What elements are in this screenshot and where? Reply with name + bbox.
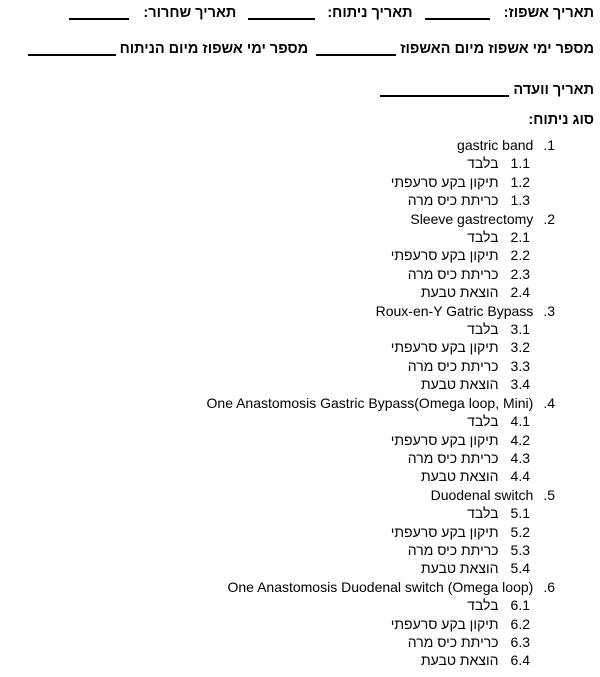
item-number: 1. bbox=[543, 137, 555, 153]
subitem-label: תיקון בקע סרעפתי bbox=[390, 615, 499, 632]
list-subitem bbox=[0, 191, 555, 209]
item-number: 6. bbox=[543, 578, 555, 595]
hospital-days-line bbox=[0, 41, 600, 58]
discharge-date-blank bbox=[69, 18, 129, 20]
dates-line bbox=[0, 0, 600, 22]
subitem-number: 3.4 bbox=[510, 376, 530, 393]
subitem-number: 1.1 bbox=[510, 155, 530, 172]
list-subitem bbox=[0, 615, 555, 633]
subitem-number: 4.3 bbox=[510, 449, 530, 466]
subitem-label: הוצאת טבעת bbox=[420, 468, 499, 485]
list-subitem bbox=[0, 596, 555, 614]
admission-date-label: תאריך אשפוז: bbox=[503, 5, 594, 21]
subitem-label: הוצאת טבעת bbox=[420, 560, 499, 577]
item-title: Roux-en-Y Gatric Bypass bbox=[375, 302, 534, 319]
list-subitem bbox=[0, 283, 555, 301]
subitem-label: בלבד bbox=[467, 321, 499, 338]
surgery-date-blank bbox=[248, 18, 315, 20]
admission-date-blank bbox=[425, 18, 490, 20]
list-item-one-anastomosis-duodenal-switch bbox=[0, 578, 555, 596]
list-item-roux-en-y bbox=[0, 302, 555, 320]
subitem-label: תיקון בקע סרעפתי bbox=[390, 523, 499, 540]
subitem-label: כריתת כיס מרה bbox=[407, 449, 499, 466]
subitem-number: 2.4 bbox=[510, 284, 530, 301]
subitem-label: הוצאת טבעת bbox=[420, 652, 499, 669]
list-item-one-anastomosis-gastric-bypass bbox=[0, 394, 555, 412]
days-from-surgery-label: מספר ימי אשפוז מיום הניתוח bbox=[119, 41, 309, 57]
subitem-number: 5.2 bbox=[510, 523, 530, 540]
subitem-number: 4.1 bbox=[510, 413, 530, 430]
list-subitem bbox=[0, 265, 555, 283]
list-subitem bbox=[0, 651, 555, 669]
surgery-type-list bbox=[0, 136, 600, 670]
item-title: One Anastomosis Gastric Bypass(Omega loop, Mini) bbox=[206, 394, 534, 411]
list-subitem bbox=[0, 338, 555, 356]
subitem-label: בלבד bbox=[467, 597, 499, 614]
days-from-admission-label: מספר ימי אשפוז מיום האשפוז bbox=[400, 41, 594, 57]
item-number: 5. bbox=[543, 486, 555, 503]
list-subitem bbox=[0, 449, 555, 467]
subitem-label: הוצאת טבעת bbox=[420, 376, 499, 393]
list-item-gastric-band bbox=[0, 136, 555, 154]
subitem-number: 3.1 bbox=[510, 321, 530, 338]
subitem-number: 5.3 bbox=[510, 541, 530, 558]
subitem-number: 3.2 bbox=[510, 339, 530, 356]
list-subitem bbox=[0, 173, 555, 191]
item-number: 3. bbox=[543, 302, 555, 319]
list-subitem bbox=[0, 633, 555, 651]
days-from-surgery-blank bbox=[28, 54, 116, 56]
list-subitem bbox=[0, 228, 555, 246]
list-subitem bbox=[0, 431, 555, 449]
list-subitem bbox=[0, 320, 555, 338]
subitem-label: כריתת כיס מרה bbox=[407, 633, 499, 650]
subitem-number: 4.2 bbox=[510, 431, 530, 448]
item-number: 4. bbox=[543, 394, 555, 411]
item-title: gastric band bbox=[457, 137, 534, 153]
item-title: Sleeve gastrectomy bbox=[410, 210, 534, 227]
surgery-date-label: תאריך ניתוח: bbox=[327, 5, 413, 21]
subitem-label: תיקון בקע סרעפתי bbox=[390, 173, 499, 190]
subitem-label: תיקון בקע סרעפתי bbox=[390, 431, 499, 448]
list-subitem bbox=[0, 375, 555, 393]
surgery-type-heading: סוג ניתוח: bbox=[528, 112, 594, 128]
subitem-label: כריתת כיס מרה bbox=[407, 357, 499, 374]
subitem-label: הוצאת טבעת bbox=[420, 284, 499, 301]
subitem-number: 3.3 bbox=[510, 357, 530, 374]
subitem-label: תיקון בקע סרעפתי bbox=[390, 247, 499, 264]
subitem-number: 2.3 bbox=[510, 265, 530, 282]
subitem-number: 6.2 bbox=[510, 615, 530, 632]
list-subitem bbox=[0, 559, 555, 577]
list-subitem bbox=[0, 357, 555, 375]
subitem-label: תיקון בקע סרעפתי bbox=[390, 339, 499, 356]
subitem-number: 5.1 bbox=[510, 505, 530, 522]
list-subitem bbox=[0, 246, 555, 264]
list-subitem bbox=[0, 541, 555, 559]
list-subitem bbox=[0, 154, 555, 172]
item-number: 2. bbox=[543, 210, 555, 227]
subitem-label: כריתת כיס מרה bbox=[407, 192, 499, 209]
subitem-label: כריתת כיס מרה bbox=[407, 541, 499, 558]
subitem-number: 4.4 bbox=[510, 468, 530, 485]
subitem-number: 1.3 bbox=[510, 192, 530, 209]
list-subitem bbox=[0, 412, 555, 430]
list-subitem bbox=[0, 467, 555, 485]
subitem-label: בלבד bbox=[467, 229, 499, 246]
committee-date-label: תאריך וועדה bbox=[513, 82, 594, 98]
committee-date-line bbox=[0, 82, 600, 99]
subitem-label: בלבד bbox=[467, 413, 499, 430]
subitem-number: 6.4 bbox=[510, 652, 530, 669]
list-item-sleeve-gastrectomy bbox=[0, 210, 555, 228]
discharge-date-label: תאריך שחרור: bbox=[143, 5, 237, 21]
subitem-number: 1.2 bbox=[510, 173, 530, 190]
committee-date-blank bbox=[380, 95, 509, 97]
item-title: Duodenal switch bbox=[430, 486, 534, 503]
subitem-number: 2.2 bbox=[510, 247, 530, 264]
subitem-number: 6.1 bbox=[510, 597, 530, 614]
list-item-duodenal-switch bbox=[0, 486, 555, 504]
item-title: One Anastomosis Duodenal switch (Omega loop) bbox=[227, 578, 534, 595]
subitem-label: בלבד bbox=[467, 155, 499, 172]
subitem-label: בלבד bbox=[467, 505, 499, 522]
list-subitem bbox=[0, 504, 555, 522]
subitem-number: 5.4 bbox=[510, 560, 530, 577]
days-from-admission-blank bbox=[316, 54, 396, 56]
list-subitem bbox=[0, 523, 555, 541]
subitem-label: כריתת כיס מרה bbox=[407, 265, 499, 282]
subitem-number: 6.3 bbox=[510, 633, 530, 650]
subitem-number: 2.1 bbox=[510, 229, 530, 246]
